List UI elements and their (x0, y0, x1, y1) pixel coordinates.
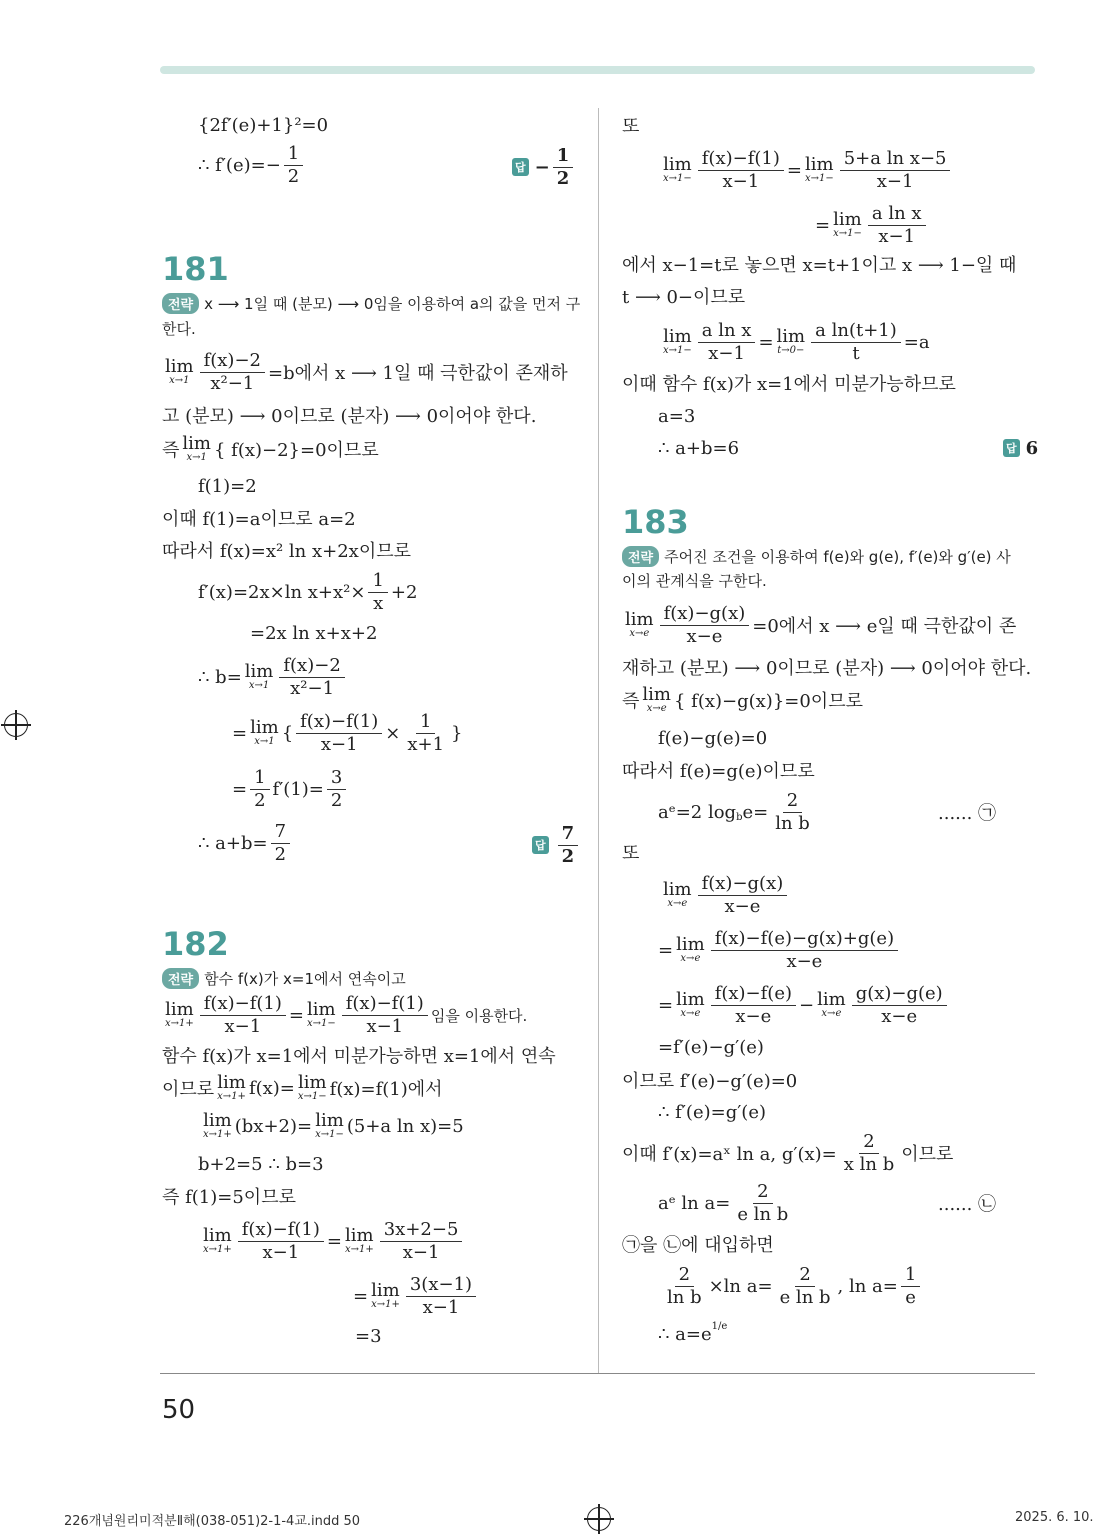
math-text: = (353, 1285, 369, 1307)
lim-subscript: x→1+ (203, 1244, 232, 1255)
strategy-text: 임을 이용한다. (430, 1006, 528, 1025)
lim-label: lim (203, 1225, 232, 1246)
math-text: = (815, 214, 831, 236)
numerator: f(x)−f(1) (238, 1219, 324, 1242)
limit (165, 1001, 194, 1029)
math-text: ∴ a+b=6 (658, 437, 740, 459)
limit (642, 686, 671, 714)
lim-subscript: x→1+ (344, 1244, 374, 1255)
lim-label: lim (833, 209, 862, 230)
problem-number-183: 183 (622, 503, 689, 541)
denominator: x²−1 (210, 372, 255, 394)
numerator: 2 (675, 1264, 694, 1287)
lim-label: lim (676, 934, 705, 955)
numerator: a ln x (868, 203, 926, 226)
fraction (660, 603, 750, 648)
bottom-rule (160, 1373, 1035, 1374)
math-text: aᵉ ln a= (658, 1192, 731, 1214)
math-text: =b에서 x ⟶ 1일 때 극한값이 존재하 (268, 363, 568, 384)
denominator: x−1 (876, 170, 914, 192)
problem-number-181: 181 (162, 250, 229, 288)
numerator: 1 (250, 767, 269, 790)
denominator: x−1 (878, 225, 916, 247)
fraction (553, 145, 574, 190)
math-text: =f′(e)−g′(e) (658, 1036, 764, 1058)
strategy-text: 한다. (162, 319, 196, 338)
fraction (840, 148, 951, 193)
limit (182, 435, 211, 463)
math-text: f(x)= (248, 1077, 295, 1099)
math-text: f(e)−g(e)=0 (658, 727, 768, 749)
strategy-text: x ⟶ 1일 때 (분모) ⟶ 0임을 이용하여 a의 값을 먼저 구 (204, 294, 581, 313)
answer-badge: 답 (532, 836, 549, 854)
limit (777, 328, 806, 356)
denominator: 2 (287, 165, 300, 187)
lim-subscript: x→1+ (165, 1018, 194, 1029)
math-text: = (326, 1230, 342, 1252)
lim-subscript: x→e (821, 1008, 842, 1019)
page-number: 50 (162, 1395, 196, 1425)
fraction (698, 148, 784, 193)
strategy-text: 주어진 조건을 이용하여 f(e)와 g(e), f′(e)와 g′(e) 사 (664, 547, 1011, 566)
numerator: f(x)−f(1) (698, 148, 784, 171)
fraction (296, 711, 382, 756)
numerator: a ln x (698, 320, 756, 343)
lim-label: lim (817, 989, 846, 1010)
math-text: − (799, 994, 815, 1016)
fraction (711, 983, 796, 1028)
subscript: b (736, 811, 743, 823)
numerator: 1 (416, 711, 435, 734)
math-text: =3 (355, 1325, 382, 1347)
math-text: f(x)=f(1)에서 (329, 1079, 443, 1100)
numerator: f(x)−f(e)−g(x)+g(e) (711, 928, 898, 951)
denominator: x−e (881, 1005, 918, 1027)
math-text: 또 (622, 116, 640, 137)
fraction (811, 320, 901, 365)
math-text: , ln a= (837, 1275, 898, 1297)
math-text: =2x ln x+x+2 (250, 622, 378, 644)
denominator: x−1 (708, 342, 745, 364)
fraction (733, 1181, 792, 1226)
lim-label: lim (776, 326, 806, 347)
math-text: { f(x)−g(x)}=0이므로 (673, 691, 863, 712)
limit (345, 1227, 374, 1255)
math-text: (5+a ln x)=5 (346, 1115, 464, 1137)
fraction (368, 570, 387, 615)
math-text: {2f′(e)+1}²=0 (198, 114, 329, 136)
math-text: = (786, 159, 802, 181)
numerator: 7 (271, 821, 290, 844)
limit (250, 719, 279, 747)
numerator: 2 (795, 1264, 814, 1287)
denominator: e (905, 1286, 916, 1308)
math-text: 따라서 f(e)=g(e)이므로 (622, 761, 815, 782)
fraction (284, 143, 303, 188)
numerator: f(x)−f(1) (200, 993, 286, 1016)
lim-subscript: x→1 (254, 736, 275, 747)
lim-subscript: x→1 (248, 680, 270, 691)
denominator: x ln b (843, 1153, 895, 1175)
strategy-badge: 전략 (162, 968, 199, 989)
limit (315, 1112, 344, 1140)
lim-label: lim (625, 609, 654, 630)
denominator: x−e (786, 950, 823, 972)
denominator: e ln b (779, 1286, 831, 1308)
math-text: =a (903, 331, 930, 353)
fraction (711, 928, 898, 973)
math-text: ∴ a=e (658, 1323, 712, 1345)
numerator: a ln(t+1) (811, 320, 901, 343)
denominator: x−1 (262, 1241, 300, 1263)
fraction (279, 655, 344, 700)
denominator: x−1 (402, 1241, 440, 1263)
limit (245, 663, 274, 691)
denominator: 2 (561, 845, 575, 867)
lim-label: lim (663, 879, 692, 900)
math-text: 고 (분모) ⟶ 0이므로 (분자) ⟶ 0이어야 한다. (162, 406, 537, 427)
lim-subscript: x→1− (663, 173, 692, 184)
limit (663, 328, 692, 356)
numerator: 3(x−1) (406, 1274, 476, 1297)
denominator: 2 (556, 167, 570, 189)
math-text: = (658, 994, 674, 1016)
denominator: x−e (735, 1005, 772, 1027)
math-text: t ⟶ 0−이므로 (622, 287, 746, 308)
limit (663, 156, 692, 184)
numerator: f(x)−g(x) (660, 603, 750, 626)
fraction (406, 1274, 476, 1319)
lim-label: lim (307, 999, 336, 1020)
column-divider (598, 108, 599, 1373)
numerator: 7 (558, 823, 579, 846)
strategy-badge: 전략 (622, 546, 659, 567)
math-text: 즉 (162, 440, 180, 461)
fraction (868, 203, 926, 248)
math-text: +2 (390, 581, 418, 603)
math-text: 재하고 (분모) ⟶ 0이므로 (분자) ⟶ 0이어야 한다. (622, 658, 1032, 679)
limit (625, 611, 654, 639)
lim-label: lim (217, 1072, 246, 1093)
denominator: ln b (667, 1286, 702, 1308)
page: {2f′(e)+1}²=0 ∴ f′(e)=− $\frac{1}{2}$ 전략 x ⟶ 1일 때 (분모) ⟶ 0임을 이용하여 a의 값을 먼저 구 한다. lim x→1 $\frac{f(x)-2}{\text{x²−1}}$ =b에서 x ⟶ 1일 때 극한값이 존재하 고 (분모) ⟶ 0이므로 (분자) ⟶ 0이어야 한다. 즉 lim x→1 { f(x)−2}=0이므로 f(1)=2 이때 f(1)=a이므로 a=2 따라서 f(x)=x² ln x+2x이므로 f′(x)=2x×ln x+x²× $\frac{1}{x}$ +2 =2x ln x+x+2 ∴ b= lim x→1 $\frac{f(x)-2}{\text{x²−1}}$ = lim x→1 { $\frac{f(x)-f(1)}{x-1}$ × $\frac{1}{x+1}$ } = $\frac{1}{2}$ f′(1)= $\frac{3}{2}$ ∴ a+b= $\frac{7}{2}$ 전략 함수 f(x)가 x=1에서 연속이고 lim x→1+ $\frac{f(x)-f(1)}{x-1}$ = lim x→1− $\frac{f(x)-f(1)}{x-1}$ 임을 이용한다. 함수 f(x)가 x=1에서 미분가능하면 x=1에서 연속 이므로 lim x→1+ f(x)= lim x→1− f(x)=f(1)에서 lim x→1+ (bx+2)= lim x→1− (5+a ln x)=5 b+2=5 ∴ b=3 즉 f(1)=5이므로 lim x→1+ $\frac{f(x)-f(1)}{x-1}$ = lim x→1+ $\frac{3x+2-5}{x-1}$ = lim x→1+ $\frac{3(x-1)}{x-1}$ =3 또 lim x→1− $\frac{f(x)-f(1)}{x-1}$ = lim x→1− $\frac{\text{5+a ln x−5}}{x-1}$ = lim x→1− $\frac{\text{a ln x}}{x-1}$ 에서 x−1=t로 놓으면 x=t+1이고 x ⟶ 1−일 때 t ⟶ 0−이므로 lim x→1− $\frac{\text{a ln x}}{x-1}$ = lim t→0− $\frac{\text{a ln(t+1)}}{t}$ =a 이때 함수 f(x)가 x=1에서 미분가능하므로 a=3 ∴ a+b=6 전략 주어진 조건을 이용하여 f(e)와 g(e), f′(e)와 g′(e) 사 이의 관계식을 구한다. lim x→e $\frac{f(x)-g(x)}{x-e}$ =0에서 x ⟶ e일 때 극한값이 존 재하고 (분모) ⟶ 0이므로 (분자) ⟶ 0이어야 한다. 즉 lim x→e { f(x)−g(x)}=0이므로 f(e)−g(e)=0 따라서 f(e)=g(e)이므로 aᵉ=2 log b e= $\frac{2}{\text{ln b}}$ 또 lim x→e $\frac{f(x)-g(x)}{x-e}$ = lim x→e $\frac{f(x)-f(e)-g(x)+g(e)}{x-e}$ = lim x→e $\frac{f(x)-f(e)}{x-e}$ − lim x→e $\frac{g(x)-g(e)}{x-e}$ =f′(e)−g′(e) 이므로 f′(e)−g′(e)=0 ∴ f′(e)=g′(e) 이때 f′(x)=aˣ ln a, g′(x)= $\frac{2}{\text{x ln b}}$ 이므로 aᵉ ln a= $\frac{2}{\text{e ln b}}$ ㉠을 ㉡에 대입하면 $\frac{2}{\text{ln b}}$ ×ln a= $\frac{2}{\text{e ln b}}$ , ln a= $\frac{1}{e}$ ∴ a=e 1/e 답 − $\frac{1}{2}$ 답 $\frac{7}{2}$ 답 6 181 182 183 ...... ㉠ ...... ㉡ 50 226개념원리미적분Ⅱ해(038-051)2-1-4교.indd 50 2025. 6. 10. (0, 0, 1110, 1535)
denominator: x−1 (224, 1015, 262, 1037)
math-text: 이므로 f′(e)−g′(e)=0 (622, 1071, 798, 1092)
denominator: e ln b (737, 1203, 789, 1225)
math-text: (bx+2)= (234, 1115, 313, 1137)
denominator: x−1 (422, 1296, 460, 1318)
denominator: x−1 (320, 733, 358, 755)
lim-subscript: x→1− (306, 1018, 336, 1029)
denominator: 2 (254, 789, 266, 811)
fraction (840, 1131, 898, 1176)
numerator: 2 (783, 790, 802, 813)
file-slug: 226개념원리미적분Ⅱ해(038-051)2-1-4교.indd 50 (64, 1514, 361, 1529)
lim-label: lim (371, 1280, 400, 1301)
denominator: t (852, 342, 860, 364)
math-text: { (281, 722, 294, 744)
answer-badge: 답 (1003, 439, 1020, 457)
superscript: 1/e (711, 1320, 728, 1332)
numerator: 2 (859, 1131, 878, 1154)
math-text: 이므로 (901, 1144, 954, 1165)
denominator: ln b (775, 812, 810, 834)
lim-label: lim (345, 1225, 374, 1246)
lim-label: lim (315, 1110, 344, 1131)
lim-label: lim (642, 684, 671, 705)
math-text: ∴ f′(e)=− (198, 154, 281, 176)
fraction (901, 1264, 920, 1309)
numerator: 1 (284, 143, 303, 166)
print-date: 2025. 6. 10. (1015, 1510, 1094, 1525)
denominator: x−1 (722, 170, 760, 192)
math-text: =0에서 x ⟶ e일 때 극한값이 존 (752, 616, 1017, 637)
math-text: 따라서 f(x)=x² ln x+2x이므로 (162, 541, 411, 562)
math-text: b+2=5 ∴ b=3 (198, 1153, 324, 1175)
math-text: f′(1)= (272, 778, 324, 800)
lim-subscript: t→0− (777, 345, 805, 356)
fraction (271, 821, 290, 866)
lim-label: lim (676, 989, 705, 1010)
limit (203, 1112, 232, 1140)
fraction (698, 320, 756, 365)
math-text: 즉 (622, 691, 640, 712)
math-text: e= (742, 801, 769, 823)
numerator: f(x)−f(1) (296, 711, 382, 734)
math-text: 이때 f′(x)=aˣ ln a, g′(x)= (622, 1144, 837, 1165)
numerator: 1 (901, 1264, 920, 1287)
math-text: ∴ a+b= (198, 832, 268, 854)
numerator: 3 (327, 767, 346, 790)
math-text: { f(x)−2}=0이므로 (213, 440, 379, 461)
denominator: 2 (330, 789, 343, 811)
denominator: x−1 (366, 1015, 404, 1037)
lim-subscript: x→1− (663, 345, 692, 356)
limit (663, 881, 692, 909)
lim-subscript: x→1− (804, 173, 834, 184)
lim-subscript: x→e (629, 628, 650, 639)
math-text: 즉 f(1)=5이므로 (162, 1187, 296, 1208)
fraction (663, 1264, 706, 1309)
lim-subscript: x→1+ (371, 1299, 400, 1310)
lim-label: lim (165, 999, 194, 1020)
lim-subscript: x→1 (169, 375, 190, 386)
lim-label: lim (663, 326, 692, 347)
limit (298, 1074, 327, 1102)
math-text: = (232, 778, 248, 800)
fraction (250, 767, 269, 812)
denominator: x+1 (407, 733, 445, 755)
lim-subscript: x→e (680, 1008, 701, 1019)
numerator: f(x)−f(1) (342, 993, 428, 1016)
lim-subscript: x→1− (297, 1091, 327, 1102)
lim-label: lim (297, 1072, 327, 1093)
limit (676, 991, 705, 1019)
limit (817, 991, 846, 1019)
lim-label: lim (244, 661, 274, 682)
lim-subscript: x→e (680, 953, 701, 964)
limit (165, 358, 194, 386)
lim-subscript: x→1− (833, 228, 862, 239)
numerator: f(x)−2 (279, 655, 344, 678)
fraction (776, 1264, 835, 1309)
math-text: ㉠을 ㉡에 대입하면 (622, 1235, 774, 1256)
lim-subscript: x→1 (186, 452, 207, 463)
lim-label: lim (203, 1110, 232, 1131)
strategy-badge: 전략 (162, 293, 199, 314)
math-text: × (385, 722, 401, 744)
numerator: f(x)−f(e) (711, 983, 796, 1006)
math-text: ∴ b= (198, 666, 242, 688)
lim-subscript: x→e (646, 703, 667, 714)
limit (676, 936, 705, 964)
math-text: 함수 f(x)가 x=1에서 미분가능하면 x=1에서 연속 (162, 1046, 556, 1067)
fraction (852, 983, 947, 1028)
denominator: x−e (686, 625, 723, 647)
numerator: 5+a ln x−5 (840, 148, 951, 171)
denominator: x²−1 (290, 677, 335, 699)
fraction (200, 993, 286, 1038)
math-text: = (658, 939, 674, 961)
numerator: 1 (368, 570, 387, 593)
top-accent-bar (160, 66, 1035, 74)
math-text: = (232, 722, 248, 744)
math-text: 6 (1025, 437, 1039, 459)
math-text: f′(x)=2x×ln x+x²× (198, 581, 366, 603)
math-text: 이때 f(1)=a이므로 a=2 (162, 509, 356, 530)
fraction (558, 823, 579, 868)
denominator: x (373, 592, 384, 614)
math-text: = (288, 1004, 304, 1026)
numerator: 2 (753, 1181, 772, 1204)
fraction (698, 873, 788, 918)
math-text: ×ln a= (708, 1275, 773, 1297)
strategy-text: 이의 관계식을 구한다. (622, 571, 767, 590)
lim-label: lim (165, 356, 194, 377)
math-text: a=3 (658, 405, 696, 427)
math-text: − (534, 156, 550, 178)
lim-subscript: x→1+ (217, 1091, 246, 1102)
lim-label: lim (182, 433, 211, 454)
math-text: = (758, 331, 774, 353)
problem-number-182: 182 (162, 925, 229, 963)
fraction (238, 1219, 324, 1264)
lim-label: lim (250, 717, 279, 738)
limit (307, 1001, 336, 1029)
registration-mark-icon (587, 1507, 611, 1531)
math-text: aᵉ=2 log (658, 801, 737, 823)
limit (833, 211, 862, 239)
strategy-text: 함수 f(x)가 x=1에서 연속이고 (204, 969, 406, 988)
numerator: 1 (553, 145, 574, 168)
denominator: x−e (724, 895, 761, 917)
math-text: 에서 x−1=t로 놓으면 x=t+1이고 x ⟶ 1−일 때 (622, 255, 1017, 276)
numerator: 3x+2−5 (380, 1219, 463, 1242)
denominator: 2 (274, 843, 287, 865)
fraction (342, 993, 428, 1038)
lim-label: lim (663, 154, 692, 175)
math-text: } (451, 722, 463, 744)
math-text: 이므로 (162, 1079, 215, 1100)
fraction (200, 350, 265, 395)
numerator: f(x)−2 (200, 350, 265, 373)
lim-label: lim (805, 154, 834, 175)
limit (805, 156, 834, 184)
fraction (327, 767, 346, 812)
lim-subscript: x→1− (315, 1129, 344, 1140)
limit (203, 1227, 232, 1255)
answer-badge: 답 (512, 158, 529, 176)
math-text: f(1)=2 (198, 475, 257, 497)
limit (217, 1074, 246, 1102)
numerator: g(x)−g(e) (852, 983, 947, 1006)
lim-subscript: x→e (667, 898, 688, 909)
lim-subscript: x→1+ (203, 1129, 232, 1140)
math-text: 또 (622, 843, 640, 864)
limit (371, 1282, 400, 1310)
math-text: ∴ f′(e)=g′(e) (658, 1101, 767, 1123)
math-text: 이때 함수 f(x)가 x=1에서 미분가능하므로 (622, 374, 956, 395)
fraction (771, 790, 814, 835)
fraction (403, 711, 448, 756)
fraction (380, 1219, 463, 1264)
numerator: f(x)−g(x) (698, 873, 788, 896)
registration-mark-icon (4, 713, 28, 737)
